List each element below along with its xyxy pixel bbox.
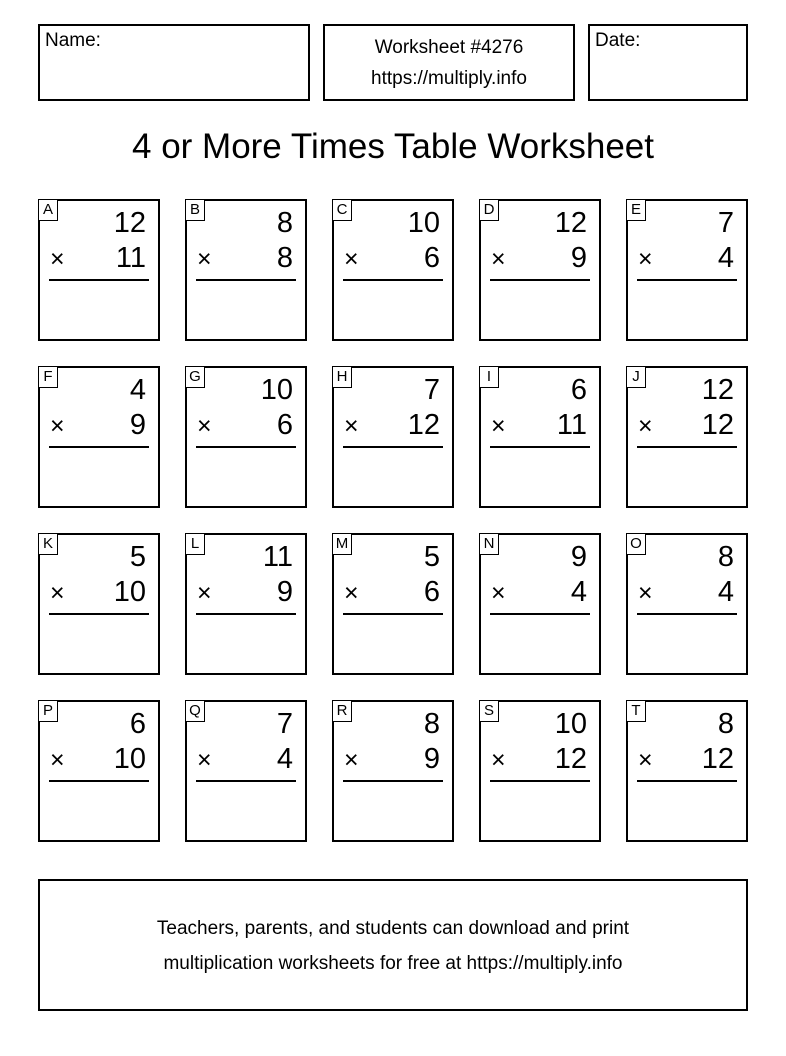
worksheet-number: Worksheet #4276 — [374, 37, 524, 58]
multiplier: 10 — [113, 576, 146, 608]
problem-letter: H — [332, 366, 352, 388]
multiplier: 6 — [423, 242, 440, 274]
footer-line-1: Teachers, parents, and students can download and print — [156, 918, 630, 939]
problem-letter: P — [38, 700, 58, 722]
multiplicand: 5 — [129, 541, 146, 573]
problem-letter: Q — [185, 700, 205, 722]
times-sign: × — [638, 245, 653, 273]
answer-line — [196, 446, 296, 448]
page-title: 4 or More Times Table Worksheet — [132, 127, 654, 166]
problem-letter: B — [185, 199, 205, 221]
multiplier: 6 — [423, 576, 440, 608]
times-sign: × — [50, 579, 65, 607]
multiplier: 12 — [701, 743, 734, 775]
times-sign: × — [344, 412, 359, 440]
problem-letter: L — [185, 533, 205, 555]
answer-line — [637, 780, 737, 782]
problem-card — [38, 700, 160, 842]
multiplier: 10 — [113, 743, 146, 775]
multiplicand: 4 — [129, 374, 146, 406]
problem-card — [38, 533, 160, 675]
times-sign: × — [197, 579, 212, 607]
name-box — [38, 24, 310, 101]
multiplier: 9 — [129, 409, 146, 441]
problem-card — [38, 199, 160, 341]
multiplier: 4 — [276, 743, 293, 775]
multiplier: 12 — [407, 409, 440, 441]
problem-letter: T — [626, 700, 646, 722]
problem-card — [479, 366, 601, 508]
times-sign: × — [197, 412, 212, 440]
answer-line — [637, 613, 737, 615]
multiplier: 4 — [570, 576, 587, 608]
answer-line — [196, 279, 296, 281]
problem-card — [185, 533, 307, 675]
answer-line — [49, 780, 149, 782]
problem-letter: A — [38, 199, 58, 221]
answer-line — [49, 446, 149, 448]
answer-line — [49, 613, 149, 615]
answer-line — [196, 613, 296, 615]
problem-letter: S — [479, 700, 499, 722]
footer-box — [38, 879, 748, 1011]
times-sign: × — [491, 746, 506, 774]
multiplicand: 7 — [276, 708, 293, 740]
answer-line — [490, 446, 590, 448]
answer-line — [637, 446, 737, 448]
multiplicand: 12 — [701, 374, 734, 406]
answer-line — [343, 613, 443, 615]
problem-card — [38, 366, 160, 508]
multiplicand: 9 — [570, 541, 587, 573]
multiplier: 8 — [276, 242, 293, 274]
problem-letter: J — [626, 366, 646, 388]
times-sign: × — [197, 245, 212, 273]
times-sign: × — [491, 245, 506, 273]
worksheet-id-box — [323, 24, 575, 101]
problem-card — [479, 533, 601, 675]
times-sign: × — [344, 746, 359, 774]
answer-line — [343, 446, 443, 448]
multiplicand: 12 — [554, 207, 587, 239]
problem-letter: F — [38, 366, 58, 388]
times-sign: × — [50, 746, 65, 774]
multiplicand: 8 — [423, 708, 440, 740]
multiplicand: 10 — [407, 207, 440, 239]
times-sign: × — [344, 245, 359, 273]
multiplier: 4 — [717, 242, 734, 274]
problem-card — [626, 366, 748, 508]
times-sign: × — [197, 746, 212, 774]
problem-card — [626, 533, 748, 675]
problem-letter: D — [479, 199, 499, 221]
multiplier: 6 — [276, 409, 293, 441]
problem-card — [185, 366, 307, 508]
problem-letter: N — [479, 533, 499, 555]
multiplier: 9 — [570, 242, 587, 274]
date-label: Date: — [595, 30, 641, 51]
problem-letter: R — [332, 700, 352, 722]
multiplier: 12 — [554, 743, 587, 775]
times-sign: × — [344, 579, 359, 607]
problem-card — [185, 199, 307, 341]
answer-line — [196, 780, 296, 782]
problem-card — [479, 700, 601, 842]
problem-letter: G — [185, 366, 205, 388]
times-sign: × — [638, 412, 653, 440]
problem-letter: C — [332, 199, 352, 221]
multiplier: 11 — [115, 242, 146, 274]
times-sign: × — [638, 746, 653, 774]
name-label: Name: — [45, 30, 101, 51]
problem-card — [332, 700, 454, 842]
answer-line — [343, 780, 443, 782]
multiplicand: 10 — [260, 374, 293, 406]
times-sign: × — [50, 245, 65, 273]
problem-card — [185, 700, 307, 842]
problem-card — [332, 199, 454, 341]
problem-card — [626, 700, 748, 842]
answer-line — [490, 279, 590, 281]
multiplier: 9 — [276, 576, 293, 608]
footer-line-2: multiplication worksheets for free at https://multiply.info — [163, 953, 623, 974]
worksheet-url: https://multiply.info — [371, 68, 527, 89]
multiplier: 4 — [717, 576, 734, 608]
problem-card — [332, 533, 454, 675]
multiplicand: 7 — [423, 374, 440, 406]
problem-letter: I — [479, 366, 499, 388]
problem-card — [332, 366, 454, 508]
times-sign: × — [491, 412, 506, 440]
times-sign: × — [491, 579, 506, 607]
multiplicand: 11 — [262, 541, 293, 573]
multiplicand: 12 — [113, 207, 146, 239]
problem-letter: K — [38, 533, 58, 555]
multiplicand: 5 — [423, 541, 440, 573]
times-sign: × — [638, 579, 653, 607]
problem-letter: E — [626, 199, 646, 221]
answer-line — [343, 279, 443, 281]
multiplicand: 6 — [570, 374, 587, 406]
answer-line — [637, 279, 737, 281]
multiplicand: 7 — [717, 207, 734, 239]
problem-card — [626, 199, 748, 341]
multiplicand: 10 — [554, 708, 587, 740]
multiplicand: 8 — [717, 708, 734, 740]
problem-letter: M — [332, 533, 352, 555]
problem-letter: O — [626, 533, 646, 555]
times-sign: × — [50, 412, 65, 440]
date-box — [588, 24, 748, 101]
answer-line — [490, 780, 590, 782]
problem-card — [479, 199, 601, 341]
answer-line — [49, 279, 149, 281]
multiplier: 11 — [556, 409, 587, 441]
multiplier: 12 — [701, 409, 734, 441]
answer-line — [490, 613, 590, 615]
multiplier: 9 — [423, 743, 440, 775]
multiplicand: 8 — [276, 207, 293, 239]
multiplicand: 8 — [717, 541, 734, 573]
multiplicand: 6 — [129, 708, 146, 740]
